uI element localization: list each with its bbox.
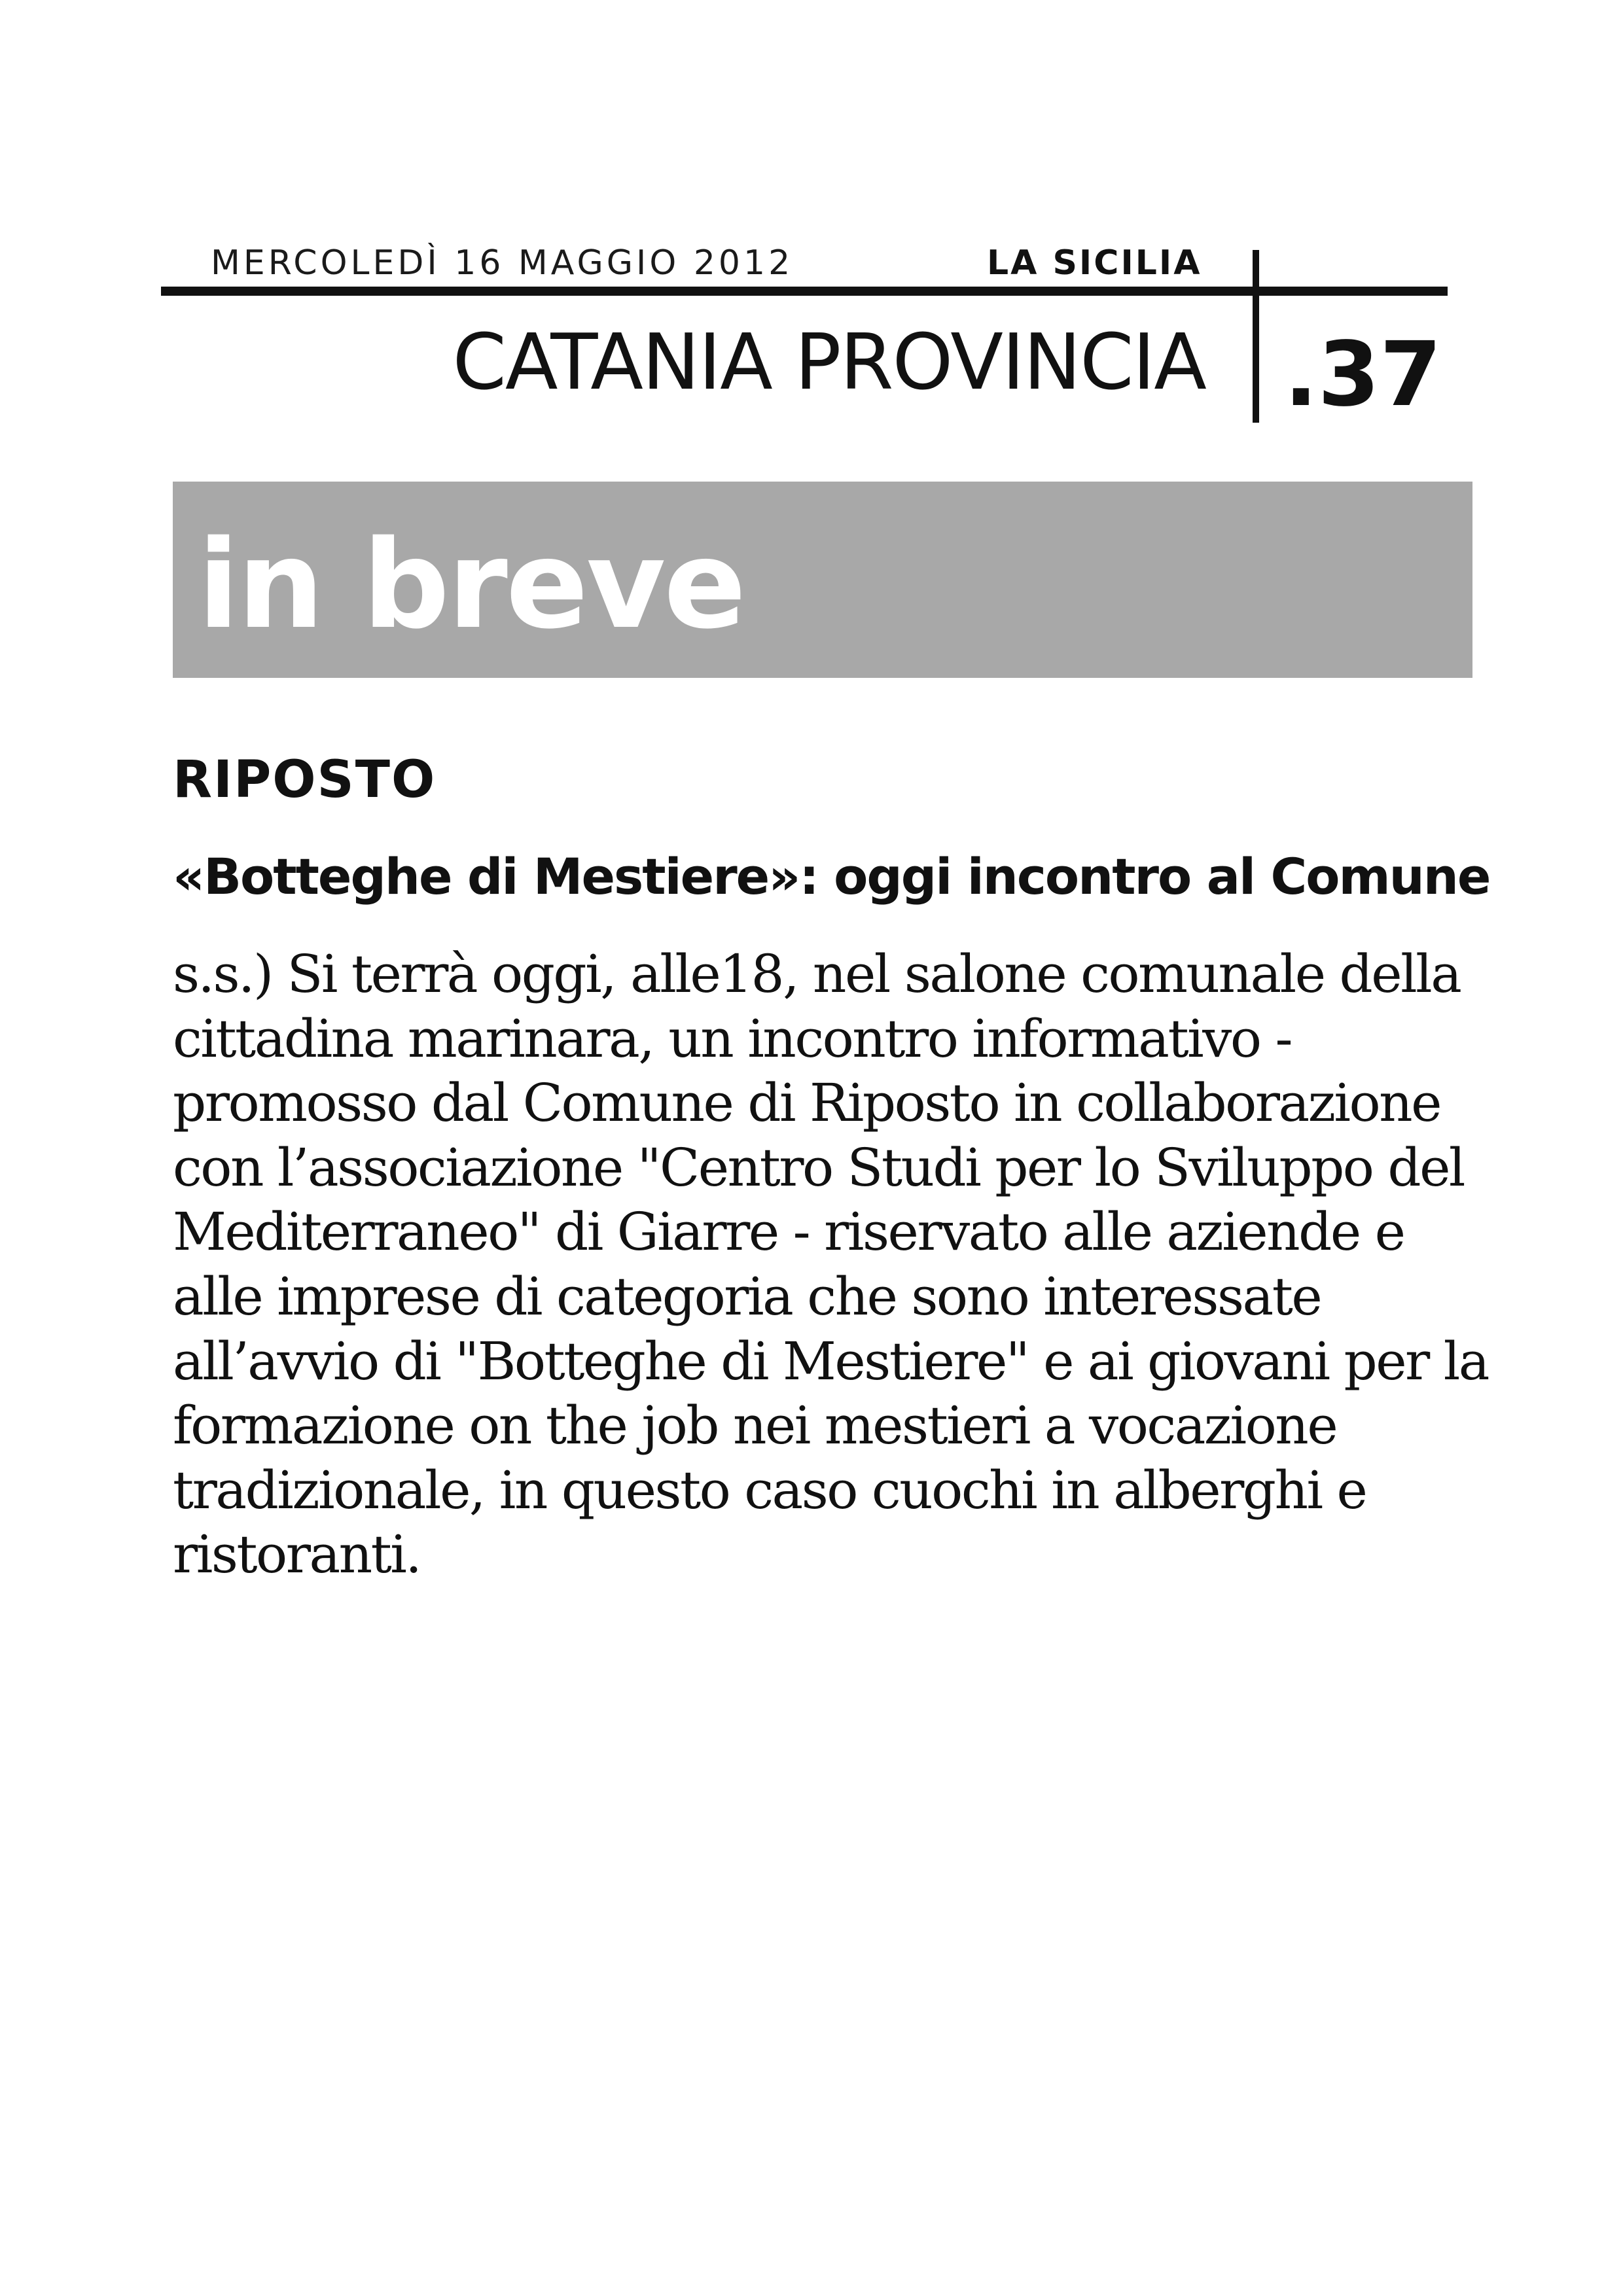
body-line: Mediterraneo" di Giarre - riservato alle aziende e bbox=[173, 1201, 1404, 1263]
article-kicker: RIPOSTO bbox=[173, 751, 437, 809]
body-line: ristoranti. bbox=[173, 1524, 421, 1585]
body-line: cittadina marinara, un incontro informativo - bbox=[173, 1008, 1292, 1069]
section-title: CATANIA PROVINCIA bbox=[452, 317, 1205, 407]
newspaper-name: LA SICILIA bbox=[987, 243, 1202, 283]
article-headline: «Botteghe di Mestiere»: oggi incontro al Comune bbox=[173, 847, 1490, 906]
body-line: s.s.) Si terrà oggi, alle18, nel salone comunale della bbox=[173, 944, 1461, 1004]
article-body bbox=[173, 942, 1488, 1587]
body-line: promosso dal Comune di Riposto in collaborazione bbox=[173, 1072, 1440, 1134]
body-line: tradizionale, in questo caso cuochi in alberghi e bbox=[173, 1459, 1366, 1521]
masthead-divider bbox=[1253, 250, 1259, 423]
body-line: all’avvio di "Botteghe di Mestiere" e ai giovani per la bbox=[173, 1330, 1488, 1392]
issue-date: MERCOLEDÌ 16 MAGGIO 2012 bbox=[211, 243, 794, 283]
banner-label: in breve bbox=[198, 514, 745, 656]
page-number: .37 bbox=[1284, 323, 1442, 427]
body-line: con l’associazione "Centro Studi per lo Sviluppo del bbox=[173, 1137, 1465, 1198]
body-line: formazione on the job nei mestieri a vocazione bbox=[173, 1395, 1337, 1457]
in-breve-banner bbox=[173, 482, 1472, 678]
body-line: alle imprese di categoria che sono interessate bbox=[173, 1265, 1321, 1327]
